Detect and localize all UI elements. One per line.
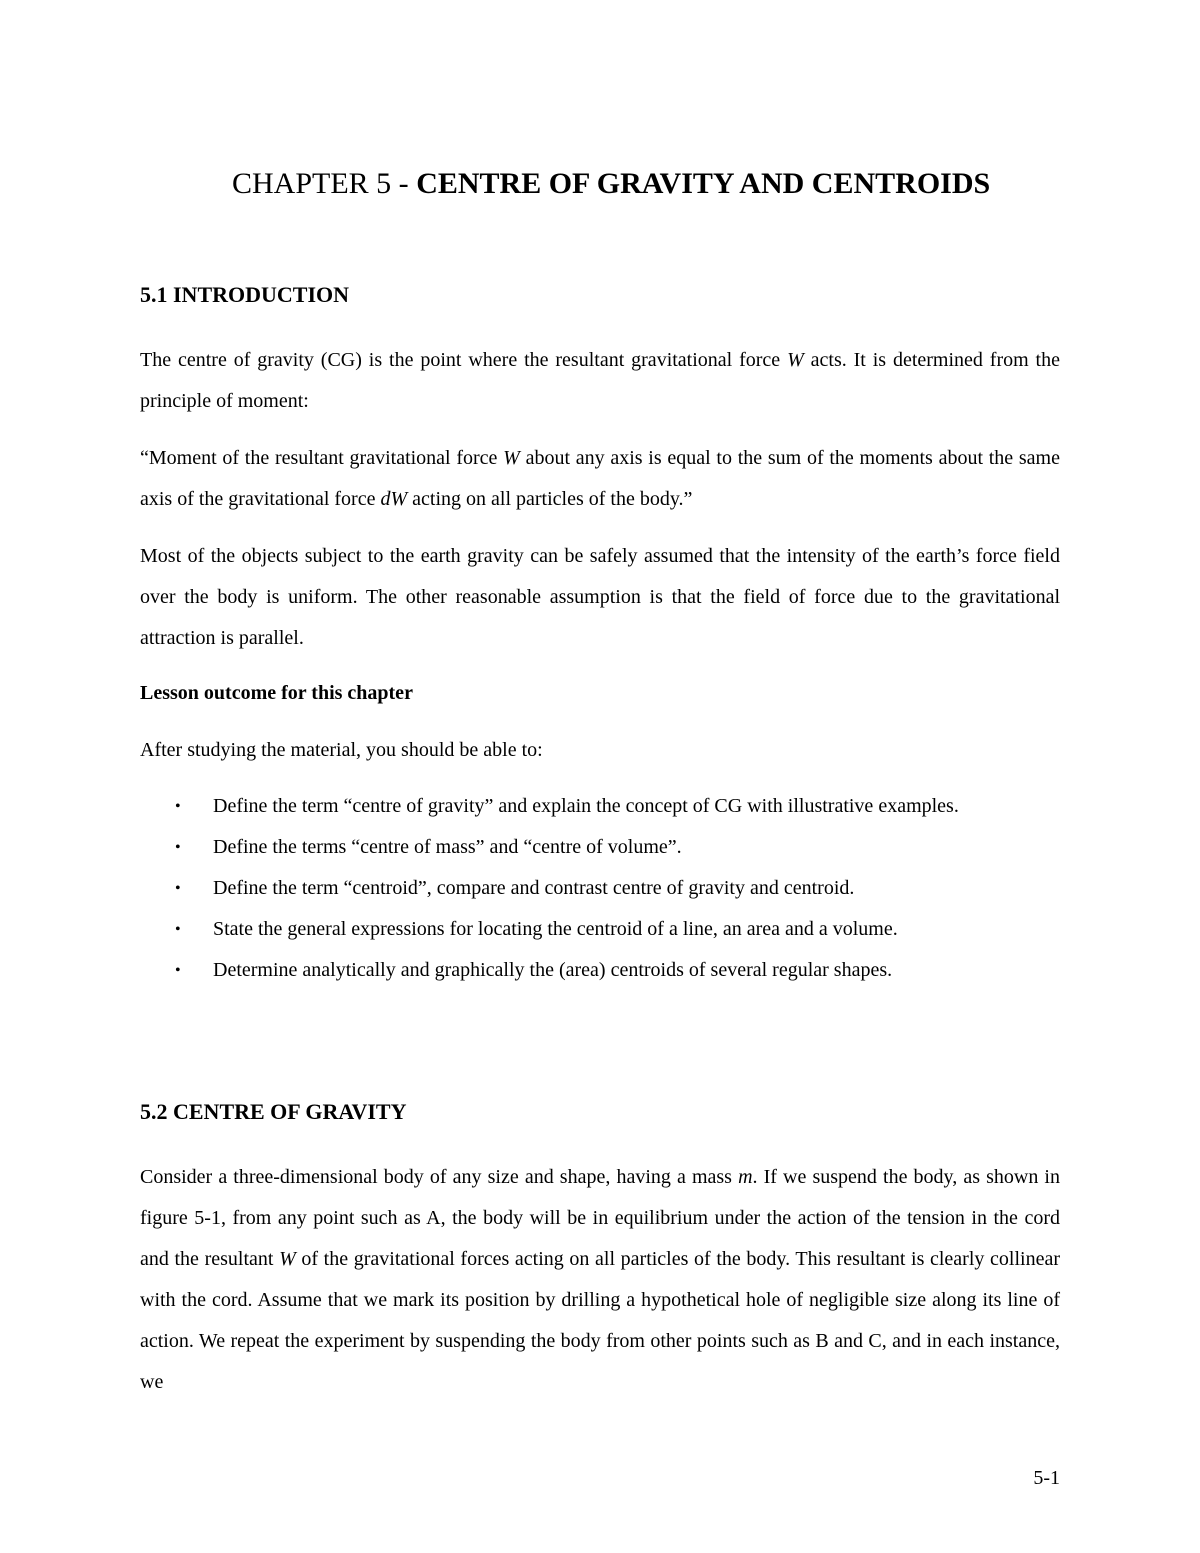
symbol-dw: dW: [380, 488, 408, 510]
symbol-m: m: [738, 1166, 753, 1188]
moment-principle-quote: “Moment of the resultant gravitational force W about any axis is equal to the sum of the moments about the same axis of the gravitational force dW acting on all particles of the body.”: [140, 447, 1060, 510]
symbol-w: W: [503, 447, 520, 469]
list-item: • Define the term “centroid”, compare and contrast centre of gravity and centroid.: [140, 868, 1060, 909]
list-item: • Determine analytically and graphically the (area) centroids of several regular shapes.: [140, 950, 1060, 991]
list-item: • State the general expressions for locating the centroid of a line, an area and a volume.: [140, 909, 1060, 950]
bullet-icon: •: [175, 880, 181, 897]
bullet-icon: •: [175, 962, 181, 979]
chapter-title: [232, 164, 1112, 204]
symbol-w: W: [279, 1248, 296, 1270]
section-heading-centre-of-gravity: 5.2 CENTRE OF GRAVITY: [140, 1099, 407, 1124]
bullet-icon: •: [175, 839, 181, 856]
centre-of-gravity-paragraph: Consider a three-dimensional body of any size and shape, having a mass m. If we suspend the body, as shown in figure 5-1, from any point such as A, the body will be in equilibrium under the action of the tension in the cord and the resultant W of the gravitational forces acting on all particles of the body. This resultant is clearly collinear with the cord. Assume that we mark its position by drilling a hypothetical hole of negligible size along its line of action. We repeat the experiment by suspending the body from other points such as B and C, and in each instance, we: [140, 1166, 1060, 1393]
bullet-icon: •: [175, 798, 181, 815]
page-number: 5-1: [1033, 1467, 1060, 1489]
list-item: • Define the term “centre of gravity” and explain the concept of CG with illustrative examples.: [140, 786, 1060, 827]
bullet-icon: •: [175, 921, 181, 938]
lesson-outcome-heading: Lesson outcome for this chapter: [140, 682, 413, 704]
list-item: • Define the terms “centre of mass” and “centre of volume”.: [140, 827, 1060, 868]
assumptions-paragraph: Most of the objects subject to the earth gravity can be safely assumed that the intensity of the earth’s force field over the body is uniform. The other reasonable assumption is that the field of force due to the gravitational attraction is parallel.: [140, 545, 1060, 649]
chapter-prefix: CHAPTER 5 -: [232, 167, 417, 200]
symbol-w: W: [787, 349, 804, 371]
chapter-name: CENTRE OF GRAVITY AND CENTROIDS: [416, 167, 991, 200]
section-heading-introduction: 5.1 INTRODUCTION: [140, 282, 350, 307]
outcome-intro: After studying the material, you should be able to:: [140, 739, 543, 761]
outcome-list: [140, 786, 1060, 991]
intro-paragraph: The centre of gravity (CG) is the point where the resultant gravitational force W acts. It is determined from the principle of moment:: [140, 349, 1060, 412]
